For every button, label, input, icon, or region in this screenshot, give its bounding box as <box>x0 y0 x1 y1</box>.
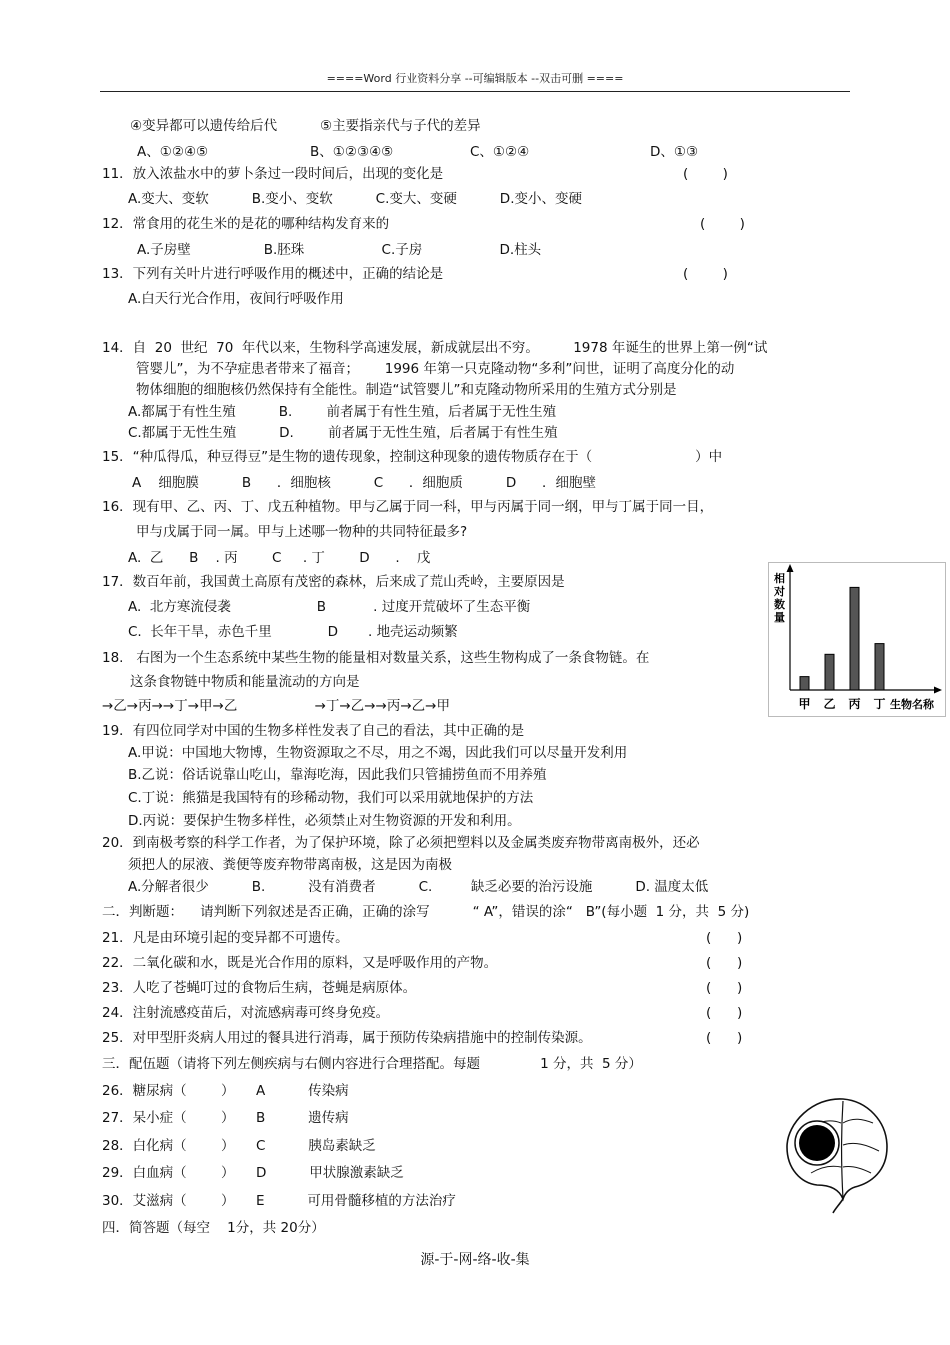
question-19-option-d: D.丙说：要保护生物多样性，必须禁止对生物资源的开发和利用。 <box>128 813 521 829</box>
question-23: 23．人吃了苍蝇叮过的食物后生病，苍蝇是病原体。 <box>102 980 417 996</box>
bar-2 <box>850 587 859 690</box>
question-13: 13．下列有关叶片进行呼吸作用的概述中，正确的结论是 <box>102 266 444 282</box>
question-21: 21．凡是由环境引起的变异都不可遗传。 <box>102 930 349 946</box>
y-label-char: 相 <box>774 572 785 585</box>
question-19: 19．有四位同学对中国的生物多样性发表了自己的看法，其中正确的是 <box>102 723 525 739</box>
answer-blank: ( ) <box>706 1005 743 1021</box>
y-axis-label <box>773 571 785 624</box>
question-20: 20．到南极考察的科学工作者，为了保护环境，除了必须把塑料以及金属类废弃物带离南极外，还必 <box>102 835 700 851</box>
answer-blank: ( ) <box>706 930 743 946</box>
x-tick-label-0: 甲 <box>798 697 811 711</box>
question-20-options: A.分解者很少 B. 没有消费者 C. 缺乏必要的治污设施 D. 温度太低 <box>128 879 709 895</box>
question-19-option-b: B.乙说：俗话说靠山吃山，靠海吃海，因此我们只管捕捞鱼而不用养殖 <box>128 767 547 783</box>
text-line: ④变异都可以遗传给后代 ⑤主要指亲代与子代的差异 <box>130 118 481 134</box>
question-25: 25．对甲型肝炎病人用过的餐具进行消毒，属于预防传染病措施中的控制传染源。 <box>102 1030 592 1046</box>
header-rule <box>100 91 850 92</box>
match-row-26: 26．糖尿病（ ） A 传染病 <box>102 1083 349 1099</box>
x-tick-label-3: 丁 <box>873 697 886 711</box>
question-15: 15．“种瓜得瓜，种豆得豆”是生物的遗传现象，控制这种现象的遗传物质存在于（ ）中 <box>102 449 723 465</box>
question-18: 18. 右图为一个生态系统中某些生物的能量相对数量关系，这些生物构成了一条食物链。在 <box>102 650 650 666</box>
question-17: 17．数百年前，我国黄土高原有茂密的森林，后来成了荒山秃岭，主要原因是 <box>102 574 565 590</box>
option-d: D、①③ <box>650 144 699 160</box>
question-22: 22．二氧化碳和水，既是光合作用的原料，又是呼吸作用的产物。 <box>102 955 498 971</box>
question-13-option-a: A.白天行光合作用，夜间行呼吸作用 <box>128 291 344 307</box>
option-b: B、①②③④⑤ <box>310 144 394 160</box>
leaf-svg <box>783 1093 893 1215</box>
energy-bar-chart <box>768 562 946 717</box>
page-header: ====Word 行业资料分享 --可编辑版本 --双击可删 ==== <box>326 72 624 85</box>
section-4-heading: 四．简答题（每空 1分，共 20分） <box>102 1220 325 1236</box>
question-14: 14．自 20 世纪 70 年代以来，生物科学高速发展，新成就层出不穷。 1978 年诞生的世界上第一例“试 <box>102 340 768 356</box>
leaf-diagram <box>783 1093 893 1215</box>
leaf-stem <box>833 1199 843 1213</box>
bar-3 <box>875 644 884 690</box>
y-label-char: 对 <box>774 585 785 598</box>
match-row-29: 29．白血病（ ） D 甲状腺激素缺乏 <box>102 1165 404 1181</box>
bar-1 <box>825 654 834 690</box>
y-label-char: 量 <box>774 611 785 624</box>
black-disc <box>799 1125 835 1161</box>
match-row-27: 27．呆小症（ ） B 遗传病 <box>102 1110 349 1126</box>
answer-blank: ( ) <box>683 266 728 282</box>
answer-blank: ( ) <box>706 1030 743 1046</box>
chart-svg <box>768 562 946 717</box>
option-a: A、①②④⑤ <box>137 144 209 160</box>
question-20-line2: 须把人的尿液、粪便等废弃物带离南极，这是因为南极 <box>128 857 452 873</box>
question-12: 12．常食用的花生米的是花的哪种结构发育来的 <box>102 216 390 232</box>
x-tick-label-1: 乙 <box>823 697 836 711</box>
answer-blank: ( ) <box>706 955 743 971</box>
question-19-option-a: A.甲说：中国地大物博，生物资源取之不尽，用之不竭，因此我们可以尽量开发利用 <box>128 745 628 761</box>
answer-blank: ( ) <box>683 166 728 182</box>
x-tick-label-2: 丙 <box>848 697 861 711</box>
question-15-options: A 细胞膜 B ．细胞核 C ．细胞质 D ．细胞壁 <box>132 475 596 491</box>
question-19-option-c: C.丁说：熊猫是我国特有的珍稀动物，我们可以采用就地保护的方法 <box>128 790 534 806</box>
question-12-options: A.子房壁 B.胚珠 C.子房 D.柱头 <box>137 242 542 258</box>
question-17-options-cd: C. 长年干旱，赤色千里 D . 地壳运动频繁 <box>128 624 458 640</box>
question-17-options-ab: A. 北方寒流侵袭 B . 过度开荒破坏了生态平衡 <box>128 599 531 615</box>
section-3-heading: 三．配伍题（请将下列左侧疾病与右侧内容进行合理搭配。每题 1 分，共 5 分） <box>102 1056 642 1072</box>
question-14-options-cd: C.都属于无性生殖 D. 前者属于无性生殖，后者属于有性生殖 <box>128 425 558 441</box>
question-16-line2: 甲与戊属于同一属。甲与上述哪一物种的共同特征最多? <box>136 524 468 540</box>
question-14-line3: 物体细胞的细胞核仍然保持有全能性。制造“试管婴儿”和克隆动物所采用的生殖方式分别是 <box>136 382 677 398</box>
question-24: 24．注射流感疫苗后，对流感病毒可终身免疫。 <box>102 1005 390 1021</box>
option-c: C、①②④ <box>470 144 530 160</box>
section-2-heading: 二．判断题： 请判断下列叙述是否正确，正确的涂写 “ A”，错误的涂“ B”(每小题 1 分，共 5 分) <box>102 904 750 920</box>
answer-blank: ( ) <box>700 216 745 232</box>
question-16: 16．现有甲、乙、丙、丁、戊五种植物。甲与乙属于同一科，甲与丙属于同一纲，甲与丁属于同一目， <box>102 499 714 515</box>
question-11-options: A.变大、变软 B.变小、变软 C.变大、变硬 D.变小、变硬 <box>128 191 582 207</box>
question-16-options: A. 乙 B . 丙 C . 丁 D . 戊 <box>128 550 431 566</box>
x-axis-label: 生物名称 <box>890 698 934 711</box>
question-14-line2: 管婴儿”，为不孕症患者带来了福音； 1996 年第一只克隆动物“多利”问世，证明了高度分化的动 <box>136 361 735 377</box>
match-row-30: 30．艾滋病（ ） E 可用骨髓移植的方法治疗 <box>102 1193 456 1209</box>
question-18-options: →乙→丙→→丁→甲→乙 →丁→乙→→丙→乙→甲 <box>102 698 450 714</box>
page-footer: 源-于-网-络-收-集 <box>420 1252 530 1268</box>
question-18-line2: 这条食物链中物质和能量流动的方向是 <box>130 674 360 690</box>
y-label-char: 数 <box>774 598 785 611</box>
answer-blank: ( ) <box>706 980 743 996</box>
question-11: 11．放入浓盐水中的萝卜条过一段时间后，出现的变化是 <box>102 166 444 182</box>
match-row-28: 28．白化病（ ） C 胰岛素缺乏 <box>102 1138 376 1154</box>
bar-0 <box>800 677 809 690</box>
question-14-options-ab: A.都属于有性生殖 B. 前者属于有性生殖，后者属于无性生殖 <box>128 404 557 420</box>
